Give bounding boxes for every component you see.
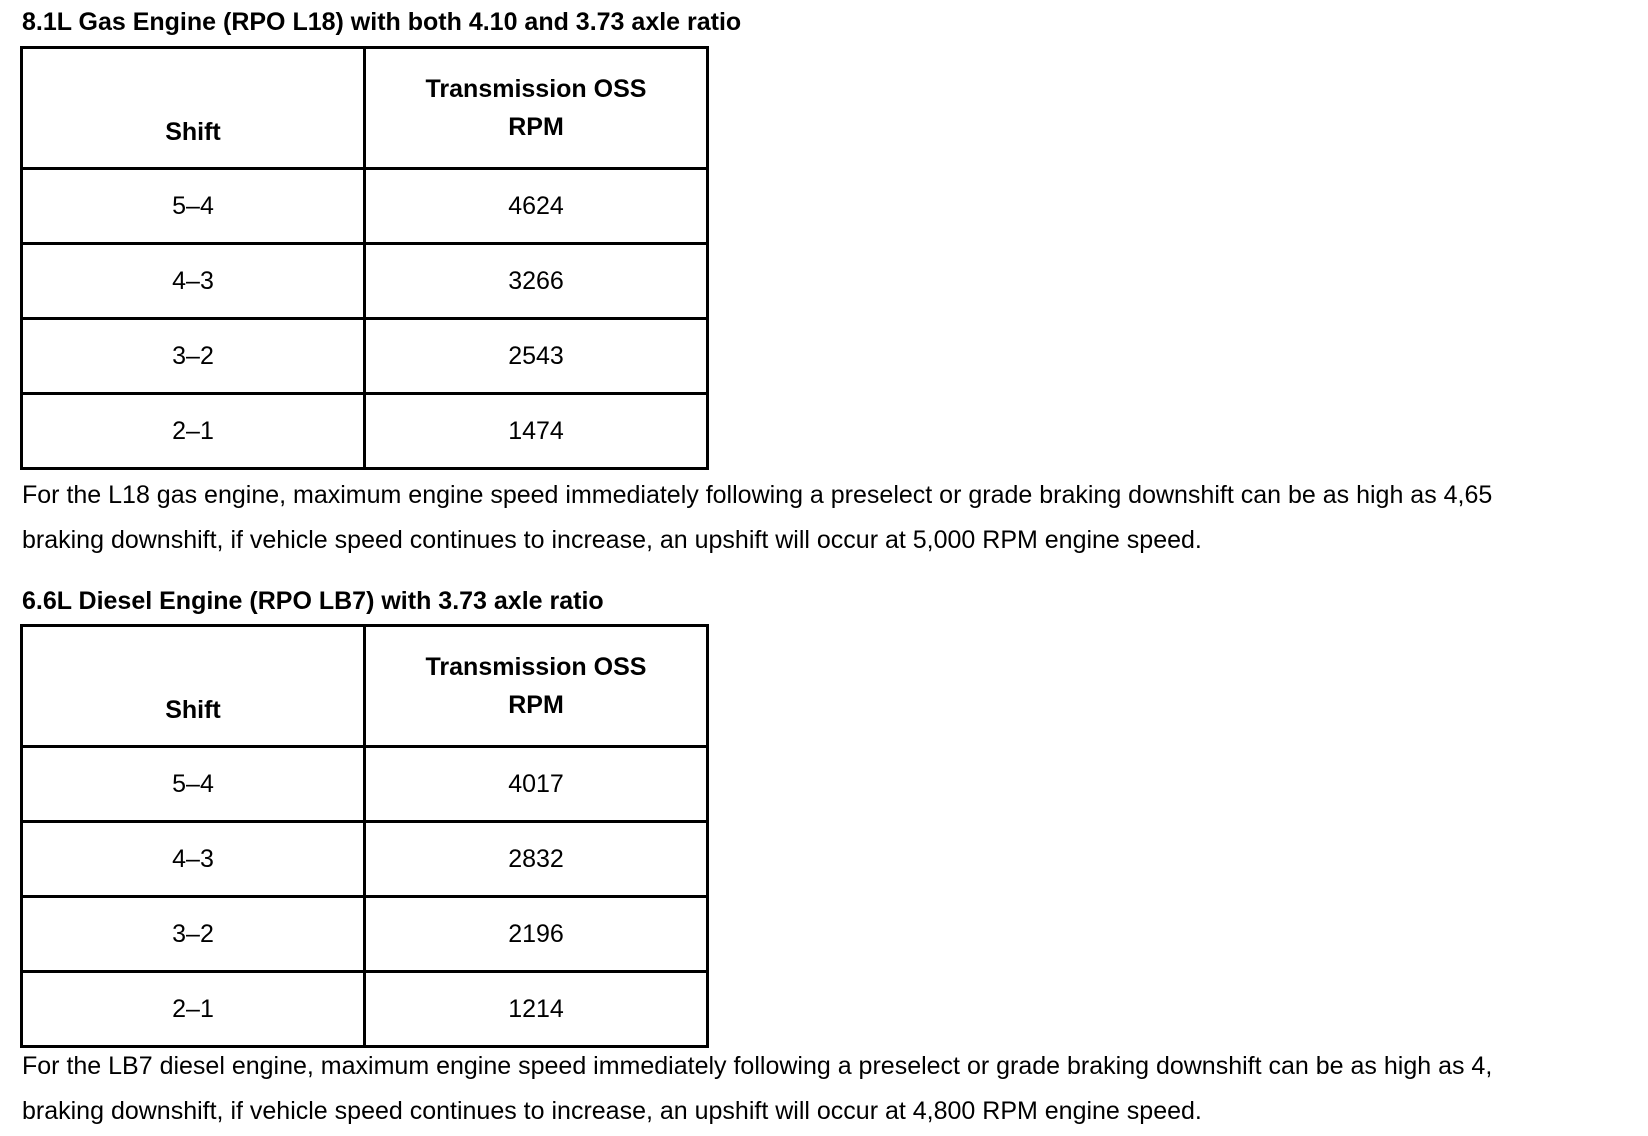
rpm-cell: 4017 (365, 747, 708, 822)
table-row (22, 319, 708, 394)
rpm-cell: 3266 (365, 244, 708, 319)
rpm-column-header (365, 626, 708, 747)
shift-header-label: Shift (165, 118, 221, 146)
rpm-cell: 2832 (365, 822, 708, 897)
rpm-cell: 4624 (365, 169, 708, 244)
table-row (22, 822, 708, 897)
rpm-header-line1: Transmission OSS (425, 75, 647, 103)
shift-cell: 5–4 (22, 747, 365, 822)
rpm-cell: 1474 (365, 394, 708, 469)
note-line: For the LB7 diesel engine, maximum engine speed immediately following a preselect or grade braking downshift can be as high as 4, (22, 1052, 1493, 1080)
rpm-cell: 2543 (365, 319, 708, 394)
note-line: braking downshift, if vehicle speed continues to increase, an upshift will occur at 5,000 RPM engine speed. (22, 526, 1202, 554)
diesel-engine-note (22, 1044, 1492, 1134)
note-line: braking downshift, if vehicle speed continues to increase, an upshift will occur at 4,800 RPM engine speed. (22, 1097, 1202, 1125)
table-row (22, 972, 708, 1047)
table-row (22, 394, 708, 469)
rpm-header-line2: RPM (508, 691, 564, 719)
gas-engine-heading: 8.1L Gas Engine (RPO L18) with both 4.10 and 3.73 axle ratio (22, 8, 742, 36)
shift-cell: 3–2 (22, 897, 365, 972)
diesel-engine-heading: 6.6L Diesel Engine (RPO LB7) with 3.73 axle ratio (22, 587, 604, 615)
rpm-column-header (365, 48, 708, 169)
note-line: For the L18 gas engine, maximum engine speed immediately following a preselect or grade braking downshift can be as high as 4,65 (22, 481, 1493, 509)
table-row (22, 244, 708, 319)
shift-cell: 4–3 (22, 822, 365, 897)
rpm-cell: 2196 (365, 897, 708, 972)
shift-column-header (22, 626, 365, 747)
gas-engine-shift-table (20, 46, 709, 470)
table-row (22, 169, 708, 244)
table-row (22, 747, 708, 822)
shift-cell: 5–4 (22, 169, 365, 244)
table-header-row (22, 48, 708, 169)
gas-engine-note (22, 473, 1492, 563)
rpm-header-line1: Transmission OSS (425, 653, 647, 681)
rpm-cell: 1214 (365, 972, 708, 1047)
shift-header-label: Shift (165, 696, 221, 724)
shift-cell: 3–2 (22, 319, 365, 394)
rpm-header-line2: RPM (508, 113, 564, 141)
shift-cell: 4–3 (22, 244, 365, 319)
diesel-engine-shift-table (20, 624, 709, 1048)
table-row (22, 897, 708, 972)
shift-cell: 2–1 (22, 972, 365, 1047)
shift-column-header (22, 48, 365, 169)
table-header-row (22, 626, 708, 747)
shift-cell: 2–1 (22, 394, 365, 469)
